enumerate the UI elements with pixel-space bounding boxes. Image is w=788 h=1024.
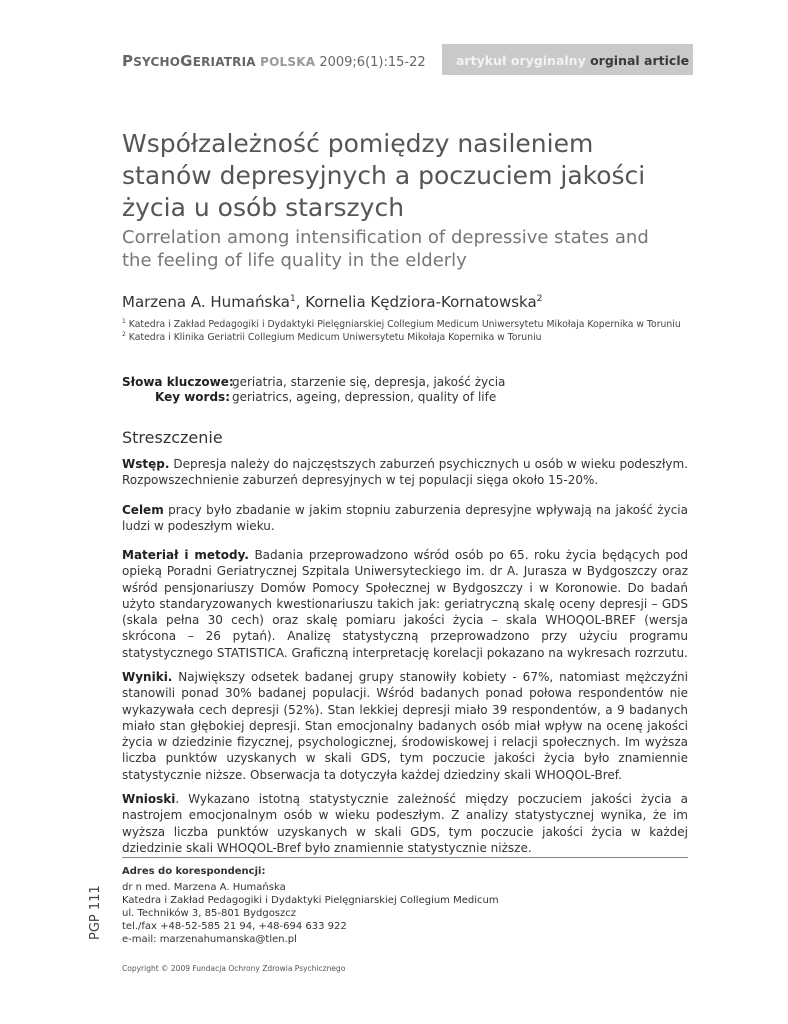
abstract-heading: Streszczenie [122,428,223,447]
citation: 2009;6(1):15-22 [319,55,426,70]
abstract-aim: Celem pracy było zbadanie w jakim stopniu zaburzenia depresyjne wpływają na jakość życia ludzi w podeszłym wieku. [122,503,688,534]
affiliation-2: $^2$ Katedra i Klinika Geriatrii Collegium Medicum Uniwersytetu Mikołaja Kopernika w Toruniu [122,331,542,344]
affiliation-1: $^1$ Katedra i Zakład Pedagogiki i Dydaktyki Pielęgniarskiej Collegium Medicum Uniwersytetu Mikołaja Kopernika w Toruniu [122,318,681,331]
author-2: Kornelia Kędziora-Kornatowska [305,293,537,311]
journal-citation [122,52,426,70]
abstract-intro: Wstęp. Depresja należy do najczęstszych zaburzeń psychicznych u osób w wieku podeszłym. Rozpowszechnienie zaburzeń depresyjnych w tej populacji sięga około 15-20%. [122,457,688,488]
title-polish: Współzależność pomiędzy nasileniem stanów depresyjnych a poczuciem jakości życia u osób starszych [122,129,646,222]
page-number: PGP 111 [88,885,103,940]
divider [122,857,688,858]
title-english: Correlation among intensification of depressive states and the feeling of life quality in the elderly [122,227,649,271]
correspondence-line: ul. Techników 3, 85-801 Bydgoszcz [122,908,297,919]
correspondence-line: tel./fax +48-52-585 21 94, +48-694 633 922 [122,921,347,932]
abstract-methods: Materiał i metody. Badania przeprowadzono wśród osób po 65. roku życia będących pod opieką Poradni Geriatrycznej Szpitala Uniwersyteckiego im. dr A. Jurasza w Bydgoszczy oraz wśród pensjonariuszy Domów Pomocy Społecznej w Bydgoszczy i w Koronowie. Do badań użyto standaryzowanych kwestionariuszu takich jak: geriatryczną skalę oceny depresji – GDS (skala pełna 30 cech) oraz skalę pomiaru jakości życia – skala WHOQOL-BREF (wersja skrócona – 26 pytań). Analizę statystyczną przeprowadzono przy użyciu programu statystycznego STATISTICA. Graficzną interpretację korelacji pokazano na wykresach rozrzutu. [122,548,688,660]
correspondence-line: dr n med. Marzena A. Humańska [122,882,286,893]
keywords-polish: Słowa kluczowe: geriatria, starzenie się, depresja, jakość życia [122,375,506,389]
journal-name: PSYCHOGERIATRIA POLSKA [122,52,316,70]
author-1: Marzena A. Humańska [122,293,290,311]
article-type-label: artykuł oryginalny orginal article [456,53,690,68]
abstract-conclusions: Wnioski. Wykazano istotną statystycznie zależność między poczuciem jakości życia a nastrojem emocjonalnym osób w wieku podeszłym. Z analizy statystycznej wynika, że im wyższa liczba punktów uzyskanych w skali GDS, tym poczucie jakości życia w każdej dziedzinie skali WHOQOL-Bref było znamiennie statystycznie niższe. [122,792,688,855]
correspondence-email: e-mail: marzenahumanska@tlen.pl [122,934,297,945]
authors: Marzena A. Humańska$^1$, Kornelia Kędziora-Kornatowska$^2$ [122,293,543,311]
correspondence-line: Katedra i Zakład Pedagogiki i Dydaktyki Pielęgniarskiej Collegium Medicum [122,895,499,906]
copyright: Copyright © 2009 Fundacja Ochrony Zdrowia Psychicznego [122,964,346,973]
keywords-english: Key words: geriatrics, ageing, depression, quality of life [154,390,497,404]
abstract-results: Wyniki. Największy odsetek badanej grupy stanowiły kobiety - 67%, natomiast mężczyźni stanowili ponad 30% badanej populacji. Wśród badanych ponad połowa respondentów nie wykazywała cech depresji (52%). Stan lekkiej depresji miało 39 respondentów, a 9 badanych miało stan głębokiej depresji. Stan emocjonalny badanych osób miał wpływ na ocenę jakości życia w dziedzinie fizycznej, psychologicznej, środowiskowej i relacji społecznych. Im wyższa liczba punktów uzyskanych w skali GDS, tym poczucie jakości życia było znamiennie statystycznie niższe. Obserwacja ta dotyczyła każdej dziedziny skali WHOQOL-Bref. [122,670,688,782]
correspondence-heading: Adres do korespondencji: [122,866,266,877]
